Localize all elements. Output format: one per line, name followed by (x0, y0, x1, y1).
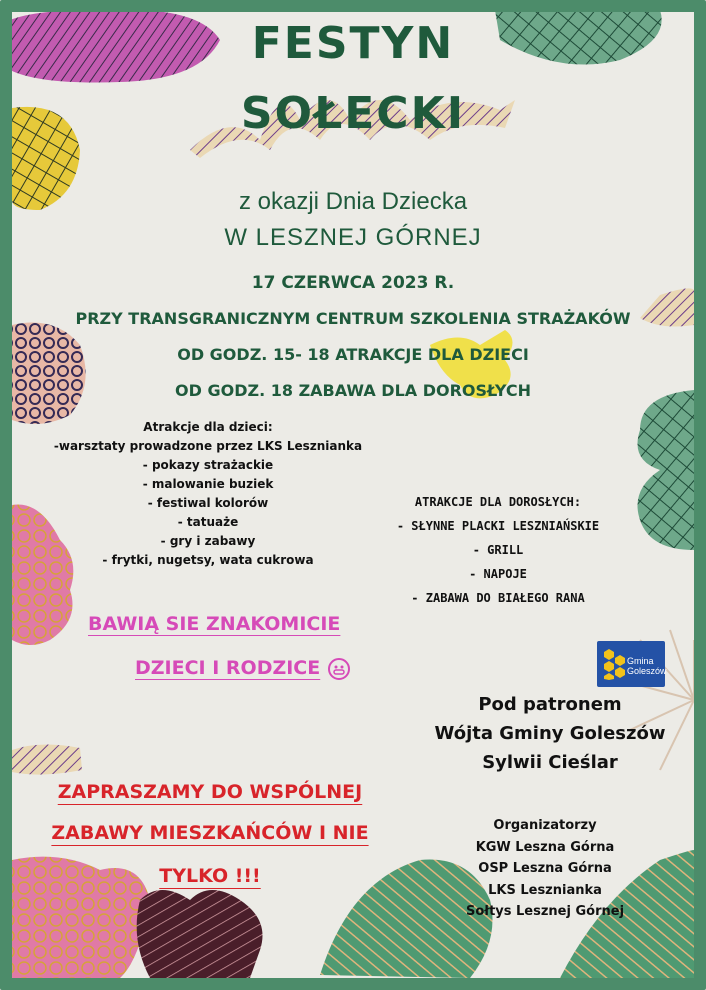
subtitle-place: W LESZNEJ GÓRNEJ (224, 224, 482, 251)
fun-line-2-wrap (135, 657, 350, 680)
title-line-1: FESTYN (251, 18, 455, 69)
event-location: PRZY TRANSGRANICZNYM CENTRUM SZKOLENIA STRAŻAKÓW (75, 309, 631, 328)
patronage (400, 690, 700, 777)
organizers-heading: Organizatorzy (493, 818, 597, 833)
patron-line-2: Wójta Gminy Goleszów (434, 723, 666, 744)
title-line-2: SOŁECKI (240, 88, 466, 139)
patron-line-1: Pod patronem (478, 694, 622, 715)
patron-line-3: Sylwii Cieślar (482, 752, 618, 773)
gmina-goleszow-logo (597, 641, 665, 687)
adult-attraction-item: - GRILL (472, 543, 524, 557)
kids-attractions (38, 418, 378, 570)
kids-attraction-item: - malowanie buziek (142, 477, 274, 491)
adult-attraction-item: - SŁYNNE PLACKI LESZNIAŃSKIE (396, 519, 600, 533)
invite-line-2: ZABAWY MIESZKAŃCÓW I NIE (51, 822, 369, 844)
honeycomb-icon (603, 648, 627, 680)
adult-attraction-item: - ZABAWA DO BIAŁEGO RANA (411, 591, 585, 605)
logo-text-1: Gmina (627, 656, 654, 666)
kids-attractions-heading: Atrakcje dla dzieci: (143, 420, 273, 434)
adult-attraction-item: - NAPOJE (469, 567, 527, 581)
kids-attraction-item: - pokazy strażackie (142, 458, 274, 472)
organizer-item: Sołtys Lesznej Górnej (465, 904, 625, 919)
kids-attraction-item: - frytki, nugetsy, wata cukrowa (102, 553, 314, 567)
organizers (420, 815, 670, 923)
invite-line-3: TYLKO !!! (159, 865, 261, 887)
adult-attractions-heading: ATRAKCJE DLA DOROSŁYCH: (414, 495, 582, 509)
subtitle-occasion: z okazji Dnia Dziecka (238, 188, 468, 215)
kids-attraction-item: -warsztaty prowadzone przez LKS Lesznianka (53, 439, 363, 453)
organizer-item: LKS Lesznianka (488, 882, 602, 898)
invite-line-1: ZAPRASZAMY DO WSPÓLNEJ (57, 781, 363, 803)
logo-text-2: Goleszów (627, 666, 667, 676)
kids-attraction-item: - festiwal kolorów (147, 496, 269, 510)
fun-line-1: BAWIĄ SIE ZNAKOMICIE (88, 613, 341, 635)
organizer-item: KGW Leszna Górna (475, 839, 615, 855)
event-kids-time: OD GODZ. 15- 18 ATRAKCJE DLA DZIECI (177, 345, 529, 364)
kids-attraction-item: - tatuaże (177, 515, 239, 529)
event-adults-time: OD GODZ. 18 ZABAWA DLA DOROSŁYCH (175, 381, 531, 400)
kids-attraction-item: - gry i zabawy (160, 534, 256, 548)
smiley-icon (328, 658, 350, 680)
fun-line-2: DZIECI I RODZICE (135, 657, 321, 679)
adult-attractions (378, 490, 618, 610)
organizer-item: OSP Leszna Górna (478, 861, 612, 876)
event-date: 17 CZERWCA 2023 R. (251, 273, 455, 293)
